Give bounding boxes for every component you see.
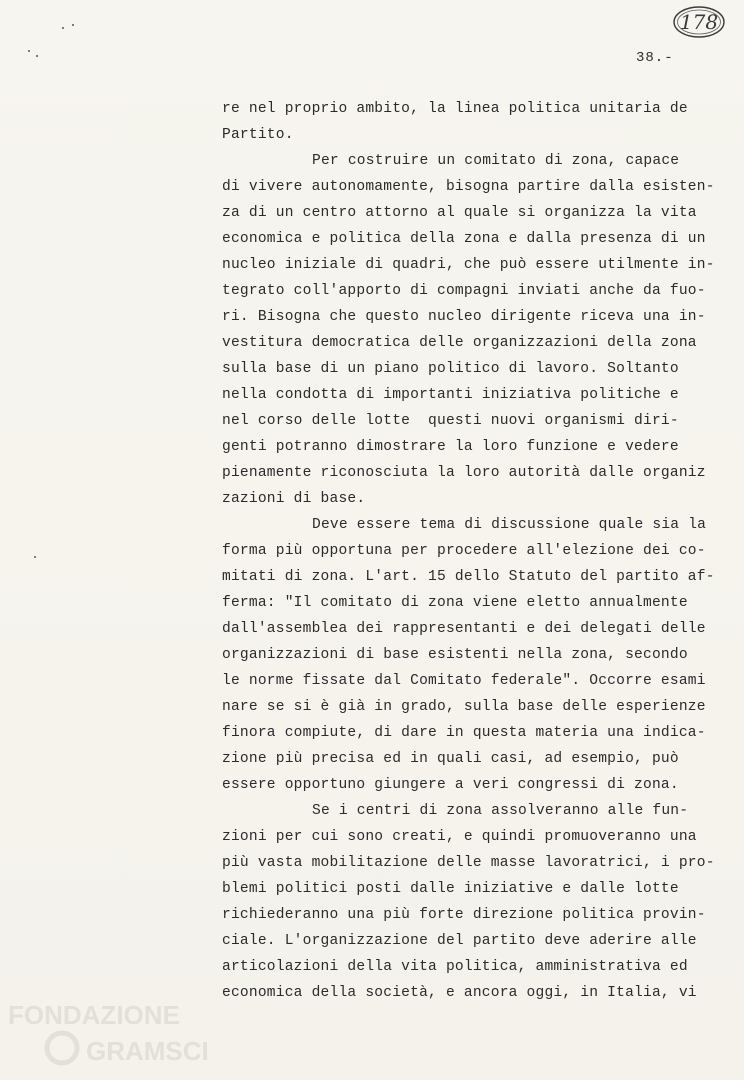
text-line: Deve essere tema di discussione quale sia la [312,517,707,533]
text-line: vestitura democratica delle organizzazioni della zona [222,335,697,351]
text-line: ferma: "Il comitato di zona viene eletto annualmente [222,595,688,611]
text-line: blemi politici posti dalle iniziative e dalle lotte [222,881,679,897]
text-line: economica della società, e ancora oggi, in Italia, vi [222,985,697,1001]
text-line: sulla base di un piano politico di lavoro. Soltanto [222,361,679,377]
paragraph [222,512,722,798]
text-line: Per costruire un comitato di zona, capace [312,153,680,169]
text-line: ri. Bisogna che questo nucleo dirigente riceva una in- [222,309,706,325]
text-line: finora compiute, di dare in questa materia una indica- [222,725,706,741]
foundation-watermark [4,996,209,1074]
text-line: economica e politica della zona e dalla presenza di un [222,231,706,247]
paper-speck [72,24,74,26]
text-line: di vivere autonomamente, bisogna partire dalla esisten- [222,179,715,195]
document-body [222,96,722,1006]
paper-speck [28,50,30,52]
text-line: più vasta mobilitazione delle masse lavoratrici, i pro- [222,855,715,871]
paper-speck [36,55,38,57]
text-line: nella condotta di importanti iniziativa politiche e [222,387,679,403]
archive-stamp [672,4,726,40]
text-line: nucleo iniziale di quadri, che può essere utilmente in- [222,257,715,273]
paragraph [222,798,722,1006]
text-line: dall'assemblea dei rappresentanti e dei delegati delle [222,621,706,637]
paragraph [222,148,722,512]
watermark-line-1: FONDAZIONE [8,1000,180,1030]
text-line: ciale. L'organizzazione del partito deve aderire alle [222,933,697,949]
text-line: le norme fissate dal Comitato federale". Occorre esami [222,673,706,689]
text-line: Partito. [222,127,294,143]
text-line: Se i centri di zona assolveranno alle fun- [312,803,689,819]
text-line: zione più precisa ed in quali casi, ad esempio, può [222,751,679,767]
text-line: organizzazioni di base esistenti nella zona, secondo [222,647,688,663]
page-number: 38.- [636,50,674,66]
text-line: forma più opportuna per procedere all'elezione dei co- [222,543,706,559]
text-line: pienamente riconosciuta la loro autorità dalle organiz [222,465,706,481]
text-line: nare se si è già in grado, sulla base delle esperienze [222,699,706,715]
stamp-number: 178 [679,10,719,34]
text-line: za di un centro attorno al quale si organizza la vita [222,205,697,221]
text-line: zazioni di base. [222,491,366,507]
paper-speck [34,556,36,558]
text-line: genti potranno dimostrare la loro funzione e vedere [222,439,679,455]
text-line: tegrato coll'apporto di compagni inviati anche da fuo- [222,283,706,299]
text-line: re nel proprio ambito, la linea politica unitaria de [222,101,688,117]
text-line: richiederanno una più forte direzione politica provin- [222,907,706,923]
text-line: articolazioni della vita politica, amministrativa ed [222,959,688,975]
watermark-line-2: GRAMSCI [86,1036,209,1066]
text-line: zioni per cui sono creati, e quindi promuoveranno una [222,829,697,845]
text-line: mitati di zona. L'art. 15 dello Statuto del partito af- [222,569,715,585]
paper-speck [62,27,64,29]
text-line: nel corso delle lotte questi nuovi organismi diri- [222,413,679,429]
text-line: essere opportuno giungere a veri congressi di zona. [222,777,679,793]
watermark-circle-icon [47,1033,77,1063]
paragraph [222,96,722,148]
